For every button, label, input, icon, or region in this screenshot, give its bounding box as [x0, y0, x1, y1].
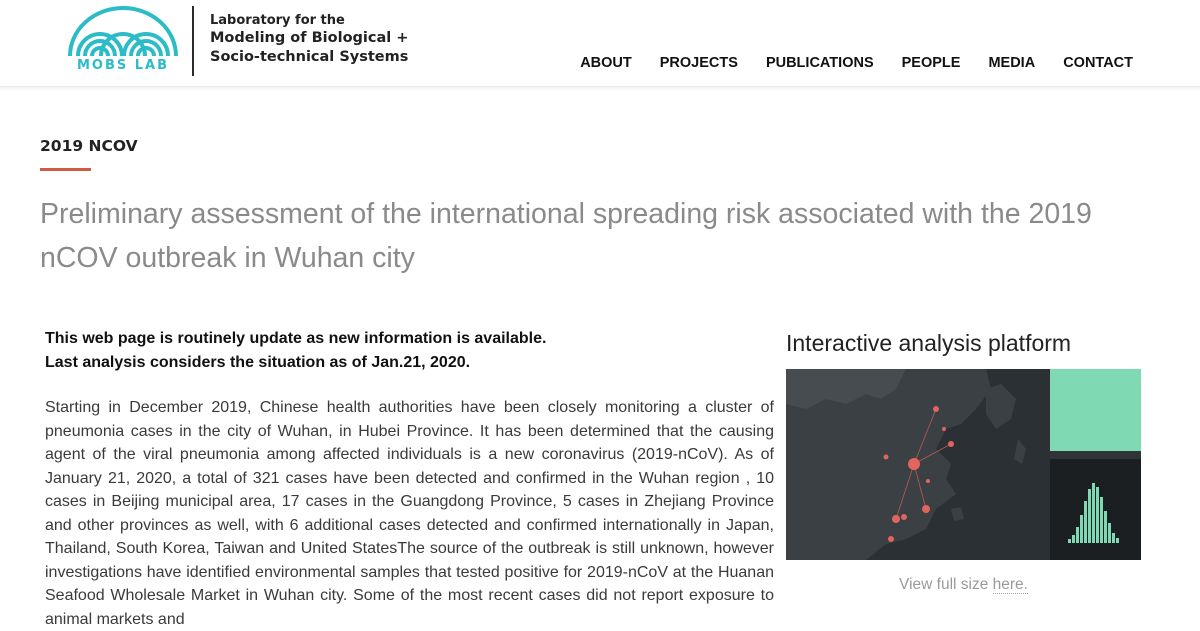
logo-line-1: Laboratory for the	[210, 13, 345, 28]
logo-lab-name: MOBS LAB	[76, 58, 170, 73]
notice-line-2: Last analysis considers the situation as of Jan.21, 2020.	[45, 353, 471, 371]
logo-tagline	[210, 12, 408, 67]
sidebar-heading: Interactive analysis platform	[786, 330, 1072, 356]
platform-screenshot[interactable]	[786, 369, 1141, 560]
section-label: 2019 NCOV	[40, 137, 138, 155]
caption-prefix: View full size	[899, 576, 993, 593]
nav-about[interactable]: ABOUT	[580, 55, 632, 71]
platform-side-panel	[1050, 369, 1141, 560]
body-paragraph: Starting in December 2019, Chinese health authorities have been closely monitoring a cluster of pneumonia cases in the city of Wuhan, in Hubei Province. It has been determined that the causing agent of the viral pneumonia among affected individuals is a new coronavirus (2019-nCoV). As of January 21, 2020, a total of 321 cases have been detected and confirmed in the Wuhan region , 10 cases in Beijing municipal area, 17 cases in the Guangdong Province, 5 cases in Zhejiang Province and other provinces as well, with 6 additional cases detected and confirmed internationally in Japan, Thailand, South Korea, Taiwan and United StatesThe source of the outbreak is still unknown, however investigations have identified environmental samples that tested positive for 2019-nCoV at the Huanan Seafood Wholesale Market in Wuhan city. Some of the most recent cases did not report exposure to animal markets and	[45, 399, 774, 628]
panel-controls	[1050, 369, 1141, 451]
logo-line-2: Modeling of Biological +	[210, 30, 409, 46]
nav-people[interactable]: PEOPLE	[901, 55, 961, 71]
notice-line-1: This web page is routinely update as new information is available.	[45, 330, 547, 347]
update-notice	[45, 327, 546, 374]
image-caption	[786, 576, 1141, 594]
view-full-size-link[interactable]: here.	[992, 576, 1028, 593]
page-title: Preliminary assessment of the international spreading risk associated with the 2019 nCOV outbreak in Wuhan city	[40, 198, 1092, 274]
nav-media[interactable]: MEDIA	[988, 55, 1036, 71]
nav-publications[interactable]: PUBLICATIONS	[765, 55, 874, 71]
nav-projects[interactable]: PROJECTS	[659, 55, 738, 71]
logo-divider	[192, 6, 194, 76]
main-nav	[552, 55, 1133, 71]
logo-line-3: Socio-technical Systems	[210, 49, 409, 65]
nav-contact[interactable]: CONTACT	[1063, 55, 1133, 71]
histogram-icon	[1050, 451, 1141, 560]
site-header	[0, 0, 1200, 87]
section-underline	[40, 168, 91, 171]
